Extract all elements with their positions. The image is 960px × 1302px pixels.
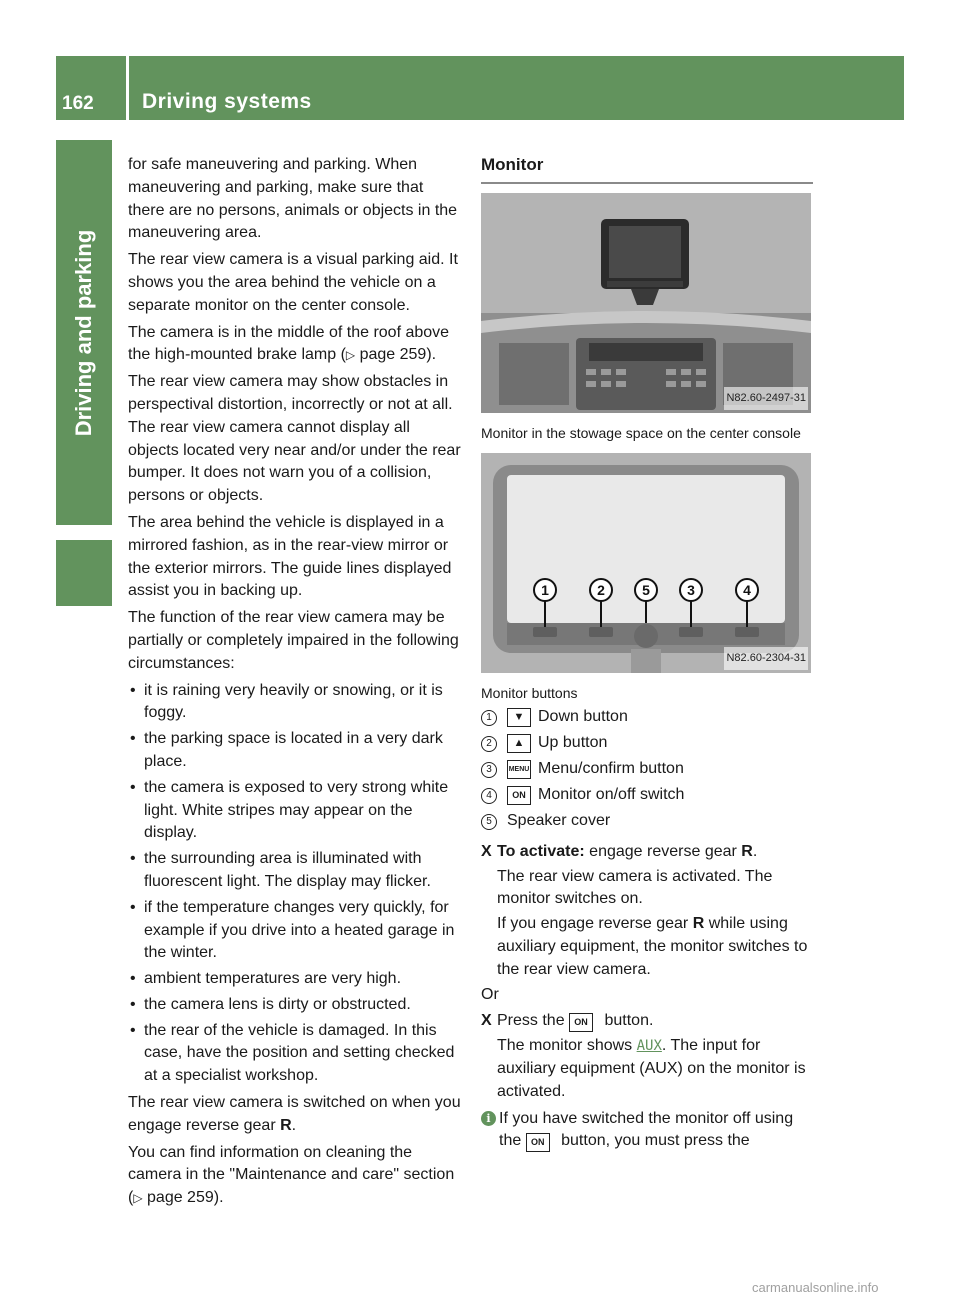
page-ref-arrow-icon: ▷ bbox=[133, 1191, 143, 1206]
monitor-photo-illustration bbox=[481, 193, 811, 413]
header-divider bbox=[126, 56, 129, 120]
page-header bbox=[56, 56, 904, 120]
paragraph: The rear view camera may show obstacles in perspectival distortion, incorrectly or not at all. The rear view camera cannot display all objects located very near and/or under the rear bumper. It does not warn you of a collision, persons or objects. bbox=[128, 373, 461, 505]
up-arrow-icon: ▲ bbox=[507, 734, 531, 753]
monitor-photo bbox=[481, 193, 811, 413]
figure-code: N82.60-2497-31 bbox=[724, 387, 808, 410]
or-text: Or bbox=[481, 985, 499, 1003]
callout-number: 1 bbox=[481, 710, 497, 726]
monitor-buttons-illustration bbox=[481, 453, 811, 673]
step-result: The monitor shows AUX. The input for auxiliary equipment (AUX) on the monitor is activated. bbox=[497, 1037, 806, 1100]
callout-5: 5 bbox=[642, 581, 650, 598]
list-item: • the rear of the vehicle is damaged. In this case, have the position and setting checked at a specialist workshop. bbox=[130, 1021, 455, 1085]
callout-number: 2 bbox=[481, 736, 497, 752]
paragraph: The rear view camera is switched on when you engage reverse gear R. bbox=[128, 1094, 461, 1134]
circumstances-list bbox=[128, 680, 462, 1089]
button-label: Up button bbox=[538, 734, 608, 752]
watermark: carmanualsonline.info bbox=[752, 1280, 879, 1295]
callout-number: 4 bbox=[481, 788, 497, 804]
on-key-icon: ON bbox=[507, 786, 531, 805]
callout-number: 5 bbox=[481, 814, 497, 830]
list-item: • the camera lens is dirty or obstructed. bbox=[130, 995, 411, 1013]
monitor-button-list bbox=[481, 705, 813, 835]
info-note: i If you have switched the monitor off using the ON button, you must press the bbox=[481, 1108, 813, 1154]
list-item bbox=[481, 809, 813, 835]
callout-number: 3 bbox=[481, 762, 497, 778]
page-reference-link[interactable]: page 259 bbox=[359, 346, 427, 364]
paragraph: for safe maneuvering and parking. When maneuvering and parking, make sure that there are no persons, animals or objects in the maneuvering area. bbox=[128, 156, 458, 242]
chapter-label: Driving and parking bbox=[71, 229, 96, 436]
paragraph: The area behind the vehicle is displayed in a mirrored fashion, as in the rear-view mirror or the exterior mirrors. The guide lines displayed assist you in backing up. bbox=[128, 513, 452, 600]
page-reference-link[interactable]: page 259 bbox=[147, 1189, 214, 1207]
on-key-icon: ON bbox=[569, 1013, 593, 1032]
figure-code: N82.60-2304-31 bbox=[724, 647, 808, 670]
paragraph-text: The camera is in the middle of the roof above the high-mounted brake lamp ( bbox=[128, 323, 450, 364]
right-column bbox=[481, 154, 813, 1153]
monitor-heading: Monitor bbox=[481, 154, 813, 184]
step-arrow-icon: X bbox=[481, 842, 492, 860]
paragraph: The rear view camera is a visual parking aid. It shows you the area behind the vehicle on a separate monitor on the center console. bbox=[128, 251, 458, 314]
list-item: • if the temperature changes very quickly, for example if you drive into a heated garage in the winter. bbox=[130, 898, 455, 962]
list-item bbox=[481, 783, 813, 809]
on-key-icon: ON bbox=[526, 1133, 550, 1152]
figure-caption: Monitor in the stowage space on the center console bbox=[481, 424, 801, 441]
info-icon: i bbox=[481, 1111, 496, 1126]
step-result: If you engage reverse gear R while using auxiliary equipment, the monitor switches to the rear view camera. bbox=[497, 915, 808, 978]
paragraph-text: ). bbox=[426, 346, 437, 364]
side-tab-marker bbox=[56, 540, 112, 606]
section-title: Driving systems bbox=[142, 90, 312, 113]
list-item bbox=[481, 705, 813, 731]
monitor-buttons-diagram bbox=[481, 453, 811, 673]
chapter-side-tab bbox=[56, 140, 112, 525]
paragraph: The function of the rear view camera may be partially or completely impaired in the following circumstances: bbox=[128, 609, 459, 672]
figure-caption: Monitor buttons bbox=[481, 684, 578, 701]
list-item bbox=[481, 731, 813, 757]
step-label: To activate: bbox=[497, 842, 585, 860]
list-item bbox=[481, 757, 813, 783]
step-arrow-icon: X bbox=[481, 1012, 492, 1030]
down-arrow-icon: ▼ bbox=[507, 708, 531, 727]
page-number-box bbox=[56, 56, 126, 120]
step-result: The rear view camera is activated. The monitor switches on. bbox=[497, 867, 773, 908]
aux-display-text: AUX bbox=[636, 1038, 662, 1055]
list-item: • ambient temperatures are very high. bbox=[130, 970, 402, 988]
press-on-step: X Press the ON button. The monitor shows AUX. The input for auxiliary equipment (AUX) on the monitor is activated. bbox=[481, 1010, 813, 1103]
list-item: • it is raining very heavily or snowing, or it is foggy. bbox=[130, 681, 443, 722]
button-label: Speaker cover bbox=[507, 812, 611, 830]
button-label: Menu/confirm button bbox=[538, 760, 684, 778]
callout-3: 3 bbox=[687, 581, 695, 598]
list-item: • the camera is exposed to very strong white light. White stripes may appear on the display. bbox=[130, 778, 449, 842]
activate-step: X To activate: engage reverse gear R. The rear view camera is activated. The monitor switches on. If you engage reverse gear R while using auxiliary equipment, the monitor switches to the rear view camera. bbox=[481, 841, 813, 982]
page-number: 162 bbox=[62, 93, 94, 114]
callout-4: 4 bbox=[743, 581, 751, 598]
paragraph: You can find information on cleaning the camera in the "Maintenance and care" section (▷ page 259). bbox=[128, 1143, 455, 1207]
left-column bbox=[128, 154, 462, 1214]
list-item: • the parking space is located in a very dark place. bbox=[130, 730, 443, 770]
callout-1: 1 bbox=[541, 581, 549, 598]
button-label: Down button bbox=[538, 708, 628, 726]
menu-key-icon: MENU bbox=[507, 760, 531, 779]
button-label: Monitor on/off switch bbox=[538, 786, 685, 804]
callout-2: 2 bbox=[597, 581, 605, 598]
list-item: • the surrounding area is illuminated with fluorescent light. The display may flicker. bbox=[130, 850, 431, 890]
page-ref-arrow-icon: ▷ bbox=[345, 348, 356, 363]
paragraph bbox=[128, 322, 462, 368]
